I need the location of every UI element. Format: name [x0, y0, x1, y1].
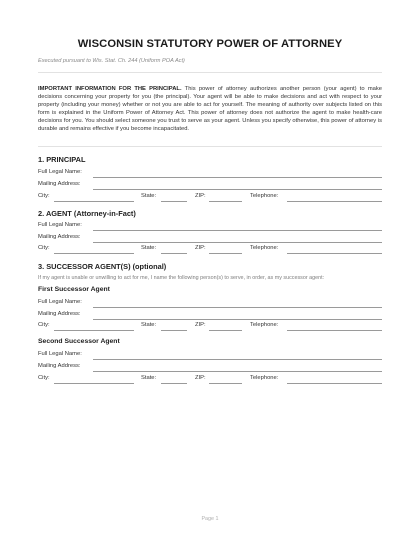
- statute-subtitle: Executed pursuant to Wis. Stat. Ch. 244 (Uniform POA Act): [38, 58, 185, 64]
- agent-city-row: [38, 245, 382, 255]
- first-successor-state-label: State:: [141, 322, 157, 328]
- second-successor-name-row: [38, 351, 382, 361]
- principal-name-field[interactable]: [93, 177, 382, 178]
- principal-notice: [38, 85, 382, 134]
- agent-city-field[interactable]: [54, 253, 134, 254]
- agent-telephone-label: Telephone:: [250, 245, 279, 251]
- first-successor-city-row: [38, 322, 382, 332]
- header-divider: [38, 72, 382, 73]
- agent-name-label: Full Legal Name:: [38, 222, 82, 228]
- first-successor-state-field[interactable]: [161, 330, 187, 331]
- principal-address-label: Mailing Address:: [38, 181, 81, 187]
- first-successor-city-label: City:: [38, 322, 50, 328]
- agent-address-label: Mailing Address:: [38, 234, 81, 240]
- agent-address-row: [38, 234, 382, 244]
- principal-city-row: [38, 193, 382, 203]
- notice-heading: IMPORTANT INFORMATION FOR THE PRINCIPAL.: [38, 86, 182, 92]
- principal-zip-label: ZIP:: [195, 193, 206, 199]
- first-successor-address-field[interactable]: [93, 319, 382, 320]
- principal-state-label: State:: [141, 193, 157, 199]
- notice-body: This power of attorney authorizes another person (your agent) to make decisions concerning your property for you (the principal). Your agent will be able to make decisions and act with respect to your property (including your money) whether or not you are able to act for yourself. The meaning of authority over subjects listed on this form is explained in the Uniform Power of Attorney Act. This power of attorney does not authorize the agent to make health-care decisions for you. You should select someone you trust to serve as your agent. Unless you specify otherwise, this power of attorney is durable and remains effective if you become incapacitated.: [38, 86, 382, 133]
- principal-city-field[interactable]: [54, 201, 134, 202]
- first-successor-telephone-label: Telephone:: [250, 322, 279, 328]
- section-agent-heading: 2. AGENT (Attorney-in-Fact): [38, 209, 136, 218]
- agent-zip-field[interactable]: [209, 253, 242, 254]
- second-successor-telephone-field[interactable]: [287, 383, 382, 384]
- document-title: WISCONSIN STATUTORY POWER OF ATTORNEY: [77, 38, 343, 50]
- principal-telephone-field[interactable]: [287, 201, 382, 202]
- first-successor-zip-field[interactable]: [209, 330, 242, 331]
- first-successor-heading: First Successor Agent: [38, 286, 110, 293]
- page-number: Page 1: [201, 516, 219, 522]
- second-successor-city-row: [38, 375, 382, 385]
- principal-name-label: Full Legal Name:: [38, 169, 82, 175]
- principal-zip-field[interactable]: [209, 201, 242, 202]
- agent-name-field[interactable]: [93, 230, 382, 231]
- principal-state-field[interactable]: [161, 201, 187, 202]
- first-successor-city-field[interactable]: [54, 330, 134, 331]
- agent-city-label: City:: [38, 245, 50, 251]
- agent-name-row: [38, 222, 382, 232]
- second-successor-zip-field[interactable]: [209, 383, 242, 384]
- principal-address-row: [38, 181, 382, 191]
- second-successor-address-row: [38, 363, 382, 373]
- second-successor-address-label: Mailing Address:: [38, 363, 81, 369]
- second-successor-state-field[interactable]: [161, 383, 187, 384]
- second-successor-name-label: Full Legal Name:: [38, 351, 82, 357]
- principal-city-label: City:: [38, 193, 50, 199]
- first-successor-address-label: Mailing Address:: [38, 311, 81, 317]
- second-successor-city-label: City:: [38, 375, 50, 381]
- agent-address-field[interactable]: [93, 242, 382, 243]
- second-successor-name-field[interactable]: [93, 359, 382, 360]
- first-successor-name-field[interactable]: [93, 307, 382, 308]
- first-successor-name-label: Full Legal Name:: [38, 299, 82, 305]
- second-successor-zip-label: ZIP:: [195, 375, 206, 381]
- agent-telephone-field[interactable]: [287, 253, 382, 254]
- first-successor-telephone-field[interactable]: [287, 330, 382, 331]
- first-successor-address-row: [38, 311, 382, 321]
- agent-zip-label: ZIP:: [195, 245, 206, 251]
- second-successor-state-label: State:: [141, 375, 157, 381]
- first-successor-name-row: [38, 299, 382, 309]
- principal-telephone-label: Telephone:: [250, 193, 279, 199]
- first-successor-zip-label: ZIP:: [195, 322, 206, 328]
- principal-name-row: [38, 169, 382, 179]
- second-successor-telephone-label: Telephone:: [250, 375, 279, 381]
- second-successor-city-field[interactable]: [54, 383, 134, 384]
- second-successor-address-field[interactable]: [93, 371, 382, 372]
- section-successor-heading: 3. SUCCESSOR AGENT(S) (optional): [38, 262, 167, 271]
- second-successor-heading: Second Successor Agent: [38, 338, 120, 345]
- section-principal-heading: 1. PRINCIPAL: [38, 155, 86, 164]
- principal-address-field[interactable]: [93, 189, 382, 190]
- notice-divider: [38, 146, 382, 147]
- successor-note: If my agent is unable or unwilling to act for me, I name the following person(s) to serve, in order, as my successor agent:: [38, 275, 325, 281]
- agent-state-label: State:: [141, 245, 157, 251]
- agent-state-field[interactable]: [161, 253, 187, 254]
